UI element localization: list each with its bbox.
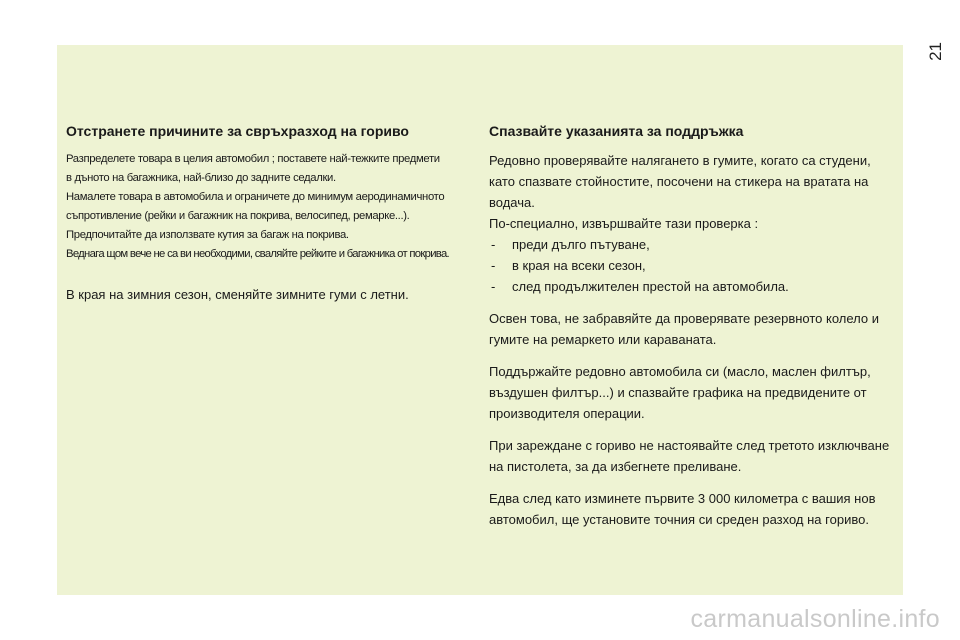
left-column [66,123,478,318]
content-panel [57,45,903,595]
list-item: - в края на всеки сезон, [489,255,897,276]
service-text: Поддържайте редовно автомобила си (масло, маслен филтър, въздушен филтър...) и спазвайте графика на предвидените от производителя операции. [489,364,871,421]
left-section-title: Отстранете причините за свръхразход на гориво [66,123,409,139]
spare-wheel-text: Освен това, не забравяйте да проверявате резервното колело и гумите на ремаркето или каравaната. [489,311,879,347]
load-advice-line: Предпочитайте да използвате кутия за багаж на покрива. [66,229,349,241]
tyre-pressure-text: Редовно проверявайте налягането в гумите, когато са студени, като спазвате стойностите, посочени на стикера на вратата на водача. [489,153,871,210]
right-section-title: Спазвайте указанията за поддръжка [489,123,744,139]
right-column [489,123,897,530]
page-number: 21 [926,42,945,61]
list-item: - след продължителен престой на автомобила. [489,276,897,297]
check-intro: По-специално, извършвайте тази проверка : [489,216,759,231]
load-advice-line: в дъното на багажника, най-близо до задните седалки. [66,172,336,184]
load-advice [66,150,478,264]
check-list [489,234,897,297]
load-advice-line: Разпределете товара в целия автомобил ; поставете най-тежките предмети [66,153,440,165]
watermark: carmanualsonline.info [690,605,940,633]
winter-tyres-note: В края на зимния сезон, сменяйте зимните гуми с летни. [66,287,409,302]
break-in-text: Едва след като изминете първите 3 000 километра с вашия нов автомобил, ще установите точния си среден разход на гориво. [489,491,876,527]
load-advice-line: Намалете товара в автомобила и ограничете до минимум аеродинамичното [66,191,445,203]
refuel-text: При зареждане с гориво не настоявайте след третото изключване на пистолета, за да избегнете преливане. [489,438,890,474]
list-item: - преди дълго пътуване, [489,234,897,255]
load-advice-line: Веднага щом вече не са ви необходими, сваляйте рейките и багажника от покрива. [66,248,449,260]
load-advice-line: съпротивление (рейки и багажник на покрива, велосипед, ремарке...). [66,210,410,222]
